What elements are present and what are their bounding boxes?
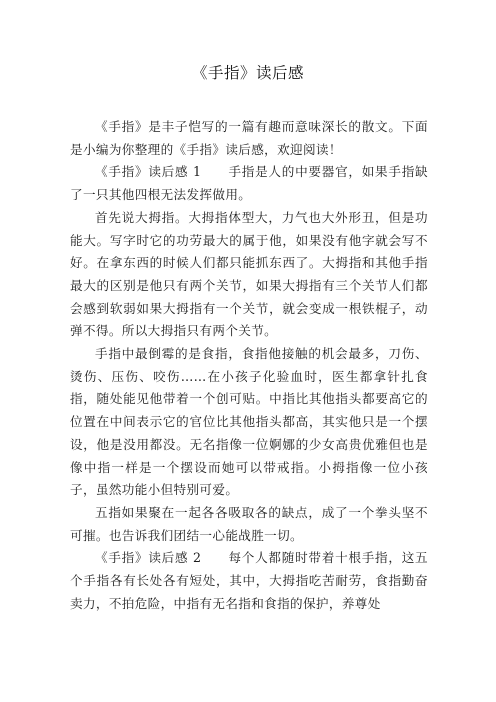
paragraph-review-1-heading: 《手指》读后感 1 手指是人的中要器官，如果手指缺了一只其他四根无法发挥做用。 [70,164,428,203]
paragraph-review-2: 《手指》读后感 2 每个人都随时带着十根手指，这五个手指各有长处各有短处，其中，大拇指吃苦耐劳，食指勤奋卖力，不拍危险，中指有无名指和食指的保护，养尊处 [70,550,428,611]
document-body [70,116,428,615]
paragraph-intro: 《手指》是丰子恺写的一篇有趣而意味深长的散文。下面是小编为你整理的《手指》读后感，欢迎阅读！ [70,119,428,157]
document-title: 《手指》读后感 [191,64,304,82]
paragraph-fist: 五指如果聚在一起各各吸取各的缺点，成了一个拳头坚不可摧。也告诉我们团结一心能战胜一切。 [70,504,428,543]
paragraph-thumb: 首先说大拇指。大拇指体型大，力气也大外形丑，但是功能大。写字时它的功劳最大的属于他，如果没有他字就会写不好。在拿东西的时候人们都只能抓东西了。大拇指和其他手指最大的区别是他只有两个关节，如果大拇指有三个关节人们都会感到软弱如果大拇指有一个关节，就会变成一根铁棍子，动弹不得。所以大拇指只有两个关节。 [70,209,428,339]
paragraph-fingers: 手指中最倒霉的是食指，食指他接触的机会最多，刀伤、烫伤、压伤、咬伤……在小孩子化验血时，医生都拿针扎食指，随处能见他带着一个创可贴。中指比其他指头都要高它的位置在中间表示它的官位比其他指头都高，其实他只是一个摆设，他是没用都没。无名指像一位婀娜的少女高贵优雅但也是像中指一样是一个摆设而她可以带戒指。小拇指像一位小孩子，虽然功能小但特别可爱。 [70,346,428,498]
